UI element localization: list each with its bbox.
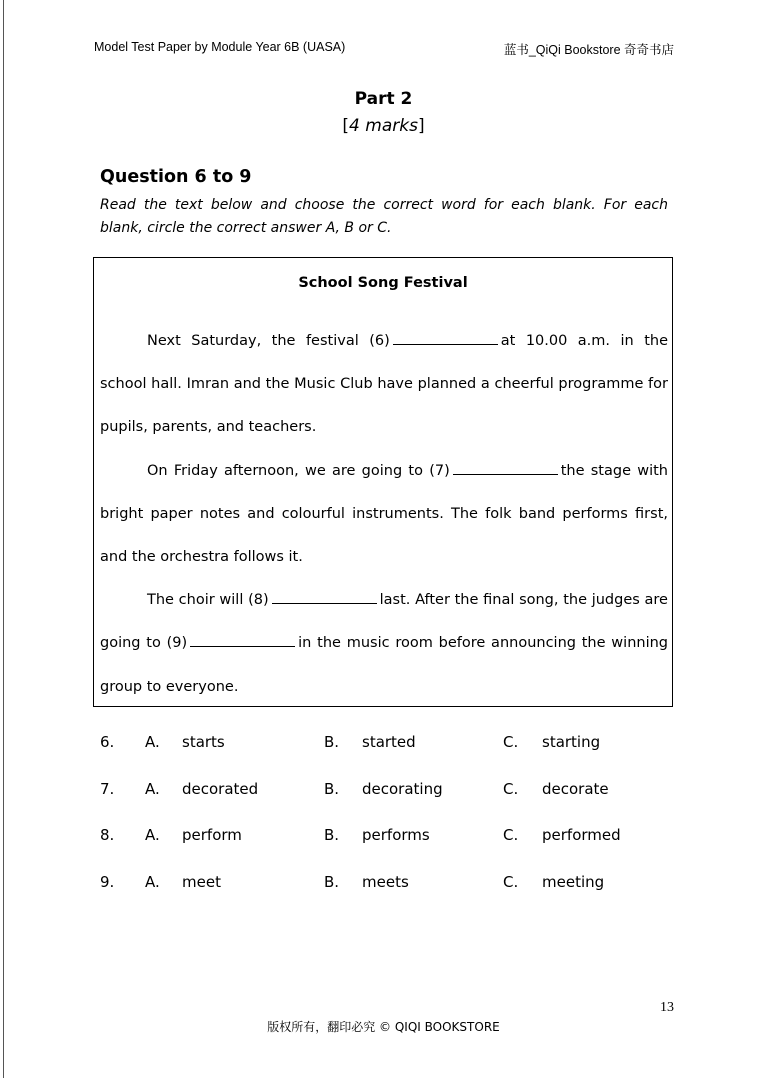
option-word-b: performs [362,826,430,845]
option-word-b: started [362,733,416,751]
option-letter-a[interactable]: A. [145,733,160,751]
marks-bracket-open: [ [342,116,350,136]
header-publisher: 蓝书_QiQi Bookstore 奇奇书店 [503,43,674,57]
option-number: 6. [100,733,115,751]
option-word-c: starting [542,733,601,751]
question-instruction: Read the text below and choose the correct word for each blank. For each blank, circle the correct answer A, B or C. [100,197,668,236]
option-number: 7. [100,779,115,798]
part-title: Part 2 [354,89,413,109]
option-letter-b[interactable]: B. [324,826,340,845]
passage-title: School Song Festival [298,275,468,291]
page-footer: 版权所有，翻印必究 © QIQI BOOKSTORE [267,1020,500,1034]
page-edge [3,0,4,1078]
marks-text: 4 marks [349,116,418,136]
passage-text-segment: The choir will (8) [147,592,269,609]
option-word-b: decorating [362,779,443,798]
blank-6 [393,332,498,345]
passage-text-segment: Next Saturday, the festival (6) [147,333,390,349]
option-word-a: starts [182,733,225,751]
passage-text-segment: last. After the final song, the judges are going to (9) [100,592,668,652]
option-word-a: perform [182,826,242,845]
page-number: 13 [660,1000,674,1015]
option-row-6 [100,733,660,780]
passage-paragraph-1 [100,320,668,450]
option-letter-b[interactable]: B. [324,779,340,798]
option-letter-a[interactable]: A. [145,826,160,845]
option-letter-c[interactable]: C. [503,826,519,845]
option-word-c: performed [542,826,621,845]
header-title: Model Test Paper by Module Year 6B (UASA) [94,40,346,54]
question-title: Question 6 to 9 [100,167,252,187]
answer-options [100,733,660,920]
option-row-7 [100,780,660,827]
option-letter-c[interactable]: C. [503,733,519,751]
option-word-c: meeting [542,873,605,892]
option-number: 9. [100,873,115,892]
passage-text-segment: the stage with bright paper notes and colourful instruments. The folk band performs first, and the orchestra follows it. [100,462,668,566]
passage-text-segment: On Friday afternoon, we are going to (7) [147,462,450,479]
option-word-a: decorated [182,779,259,798]
option-row-8 [100,826,660,873]
option-word-c: decorate [542,779,609,798]
part-marks [0,116,767,136]
page-header [94,40,674,56]
blank-7 [453,462,558,475]
option-letter-a[interactable]: A. [145,873,160,892]
passage-text-segment: in the music room before announcing the winning group to everyone. [100,635,668,695]
passage-text-segment: at 10.00 a.m. in the school hall. Imran and the Music Club have planned a cheerful programme for pupils, parents, and teachers. [100,333,668,436]
option-word-a: meet [182,873,221,892]
passage-paragraph-2 [100,450,668,580]
marks-bracket-close: ] [417,116,425,136]
passage-text [100,320,668,709]
option-letter-a[interactable]: A. [145,779,160,798]
option-letter-b[interactable]: B. [324,873,340,892]
blank-8 [272,591,377,604]
passage-paragraph-3 [100,579,668,709]
option-letter-c[interactable]: C. [503,873,519,892]
option-row-9 [100,873,660,920]
blank-9 [190,634,295,647]
option-letter-b[interactable]: B. [324,733,340,751]
option-number: 8. [100,826,115,845]
option-word-b: meets [362,873,409,892]
option-letter-c[interactable]: C. [503,779,519,798]
